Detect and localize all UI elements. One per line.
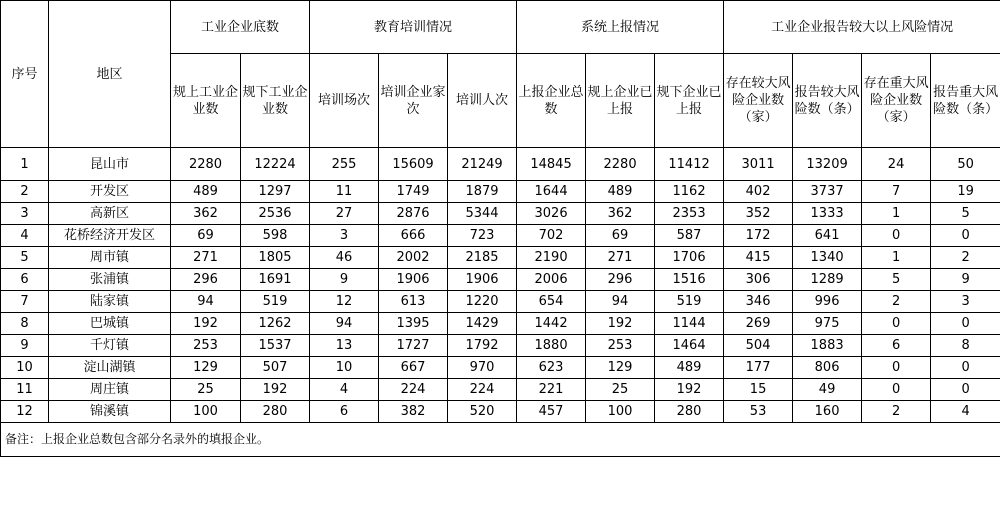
cell-value: 1516 — [655, 269, 724, 291]
cell-value: 3011 — [724, 148, 793, 181]
cell-value: 25 — [586, 379, 655, 401]
cell-value: 613 — [379, 291, 448, 313]
header-sub: 培训企业家次 — [379, 54, 448, 148]
cell-value: 1297 — [241, 181, 310, 203]
cell-value: 1289 — [793, 269, 862, 291]
cell-seq: 10 — [1, 357, 49, 379]
cell-seq: 11 — [1, 379, 49, 401]
cell-value: 13209 — [793, 148, 862, 181]
cell-value: 1395 — [379, 313, 448, 335]
cell-value: 2876 — [379, 203, 448, 225]
cell-value: 362 — [586, 203, 655, 225]
header-group-training: 教育培训情况 — [310, 1, 517, 54]
cell-value: 13 — [310, 335, 379, 357]
cell-value: 2190 — [517, 247, 586, 269]
cell-region: 昆山市 — [49, 148, 171, 181]
cell-value: 129 — [586, 357, 655, 379]
cell-value: 9 — [310, 269, 379, 291]
cell-value: 1 — [862, 203, 931, 225]
cell-value: 5344 — [448, 203, 517, 225]
cell-value: 69 — [586, 225, 655, 247]
cell-value: 1 — [862, 247, 931, 269]
cell-value: 1749 — [379, 181, 448, 203]
cell-value: 0 — [862, 313, 931, 335]
cell-value: 1220 — [448, 291, 517, 313]
cell-value: 253 — [586, 335, 655, 357]
header-sub: 培训场次 — [310, 54, 379, 148]
cell-value: 280 — [655, 401, 724, 423]
cell-value: 0 — [862, 379, 931, 401]
table-note: 备注：上报企业总数包含部分名录外的填报企业。 — [1, 423, 1000, 457]
cell-value: 271 — [586, 247, 655, 269]
cell-value: 19 — [931, 181, 1000, 203]
cell-value: 0 — [931, 225, 1000, 247]
cell-value: 271 — [171, 247, 241, 269]
header-group-enterprise-base: 工业企业底数 — [171, 1, 310, 54]
cell-value: 702 — [517, 225, 586, 247]
cell-value: 623 — [517, 357, 586, 379]
cell-value: 21249 — [448, 148, 517, 181]
cell-seq: 6 — [1, 269, 49, 291]
cell-value: 269 — [724, 313, 793, 335]
cell-value: 489 — [171, 181, 241, 203]
table-row — [1, 313, 1000, 335]
cell-value: 1262 — [241, 313, 310, 335]
cell-seq: 2 — [1, 181, 49, 203]
cell-value: 2 — [931, 247, 1000, 269]
table-row — [1, 181, 1000, 203]
cell-value: 11 — [310, 181, 379, 203]
cell-seq: 8 — [1, 313, 49, 335]
cell-value: 100 — [586, 401, 655, 423]
table-row — [1, 148, 1000, 181]
cell-value: 587 — [655, 225, 724, 247]
cell-region: 张浦镇 — [49, 269, 171, 291]
cell-value: 598 — [241, 225, 310, 247]
cell-value: 177 — [724, 357, 793, 379]
cell-value: 1442 — [517, 313, 586, 335]
cell-region: 千灯镇 — [49, 335, 171, 357]
cell-value: 192 — [241, 379, 310, 401]
cell-value: 519 — [241, 291, 310, 313]
cell-value: 15609 — [379, 148, 448, 181]
cell-value: 489 — [655, 357, 724, 379]
cell-value: 224 — [379, 379, 448, 401]
cell-value: 352 — [724, 203, 793, 225]
cell-value: 2002 — [379, 247, 448, 269]
cell-seq: 3 — [1, 203, 49, 225]
cell-value: 3737 — [793, 181, 862, 203]
cell-value: 0 — [931, 313, 1000, 335]
cell-value: 25 — [171, 379, 241, 401]
table-row — [1, 291, 1000, 313]
table-row — [1, 401, 1000, 423]
cell-value: 160 — [793, 401, 862, 423]
cell-value: 1162 — [655, 181, 724, 203]
cell-value: 1880 — [517, 335, 586, 357]
cell-value: 970 — [448, 357, 517, 379]
cell-region: 巴城镇 — [49, 313, 171, 335]
cell-value: 507 — [241, 357, 310, 379]
cell-value: 1906 — [379, 269, 448, 291]
cell-value: 1879 — [448, 181, 517, 203]
cell-value: 14845 — [517, 148, 586, 181]
header-row-1 — [1, 1, 1000, 54]
cell-value: 12 — [310, 291, 379, 313]
cell-value: 10 — [310, 357, 379, 379]
table-row — [1, 247, 1000, 269]
table-row — [1, 335, 1000, 357]
cell-value: 27 — [310, 203, 379, 225]
table-row — [1, 357, 1000, 379]
cell-value: 2280 — [586, 148, 655, 181]
cell-region: 花桥经济开发区 — [49, 225, 171, 247]
cell-value: 192 — [171, 313, 241, 335]
cell-value: 0 — [931, 379, 1000, 401]
header-seq: 序号 — [1, 1, 49, 148]
cell-value: 296 — [171, 269, 241, 291]
cell-value: 1340 — [793, 247, 862, 269]
cell-value: 1805 — [241, 247, 310, 269]
cell-value: 5 — [931, 203, 1000, 225]
cell-seq: 1 — [1, 148, 49, 181]
cell-value: 1727 — [379, 335, 448, 357]
header-sub: 存在重大风险企业数（家） — [862, 54, 931, 148]
cell-seq: 12 — [1, 401, 49, 423]
cell-value: 2 — [862, 291, 931, 313]
cell-value: 15 — [724, 379, 793, 401]
cell-value: 129 — [171, 357, 241, 379]
cell-value: 723 — [448, 225, 517, 247]
cell-seq: 4 — [1, 225, 49, 247]
table-row — [1, 225, 1000, 247]
header-sub: 存在较大风险企业数（家） — [724, 54, 793, 148]
cell-value: 221 — [517, 379, 586, 401]
header-group-risk: 工业企业报告较大以上风险情况 — [724, 1, 1000, 54]
cell-value: 1691 — [241, 269, 310, 291]
cell-value: 6 — [862, 335, 931, 357]
header-sub: 报告重大风险数（条） — [931, 54, 1000, 148]
cell-value: 3026 — [517, 203, 586, 225]
table-row — [1, 269, 1000, 291]
cell-value: 2185 — [448, 247, 517, 269]
cell-seq: 7 — [1, 291, 49, 313]
cell-value: 504 — [724, 335, 793, 357]
cell-value: 6 — [310, 401, 379, 423]
header-sub: 报告较大风险数（条） — [793, 54, 862, 148]
cell-value: 7 — [862, 181, 931, 203]
note-row — [1, 423, 1000, 457]
cell-region: 周市镇 — [49, 247, 171, 269]
cell-value: 641 — [793, 225, 862, 247]
cell-value: 255 — [310, 148, 379, 181]
cell-value: 8 — [931, 335, 1000, 357]
cell-value: 1537 — [241, 335, 310, 357]
cell-value: 3 — [310, 225, 379, 247]
cell-value: 94 — [171, 291, 241, 313]
cell-value: 69 — [171, 225, 241, 247]
cell-region: 高新区 — [49, 203, 171, 225]
cell-value: 296 — [586, 269, 655, 291]
cell-value: 94 — [586, 291, 655, 313]
cell-value: 457 — [517, 401, 586, 423]
cell-value: 1883 — [793, 335, 862, 357]
cell-value: 9 — [931, 269, 1000, 291]
cell-value: 49 — [793, 379, 862, 401]
cell-value: 4 — [310, 379, 379, 401]
cell-value: 0 — [862, 357, 931, 379]
cell-value: 806 — [793, 357, 862, 379]
cell-region: 开发区 — [49, 181, 171, 203]
cell-value: 362 — [171, 203, 241, 225]
cell-value: 5 — [862, 269, 931, 291]
cell-value: 1792 — [448, 335, 517, 357]
cell-value: 489 — [586, 181, 655, 203]
cell-value: 0 — [862, 225, 931, 247]
header-sub: 培训人次 — [448, 54, 517, 148]
cell-value: 2280 — [171, 148, 241, 181]
cell-value: 1429 — [448, 313, 517, 335]
header-sub: 规上工业企业数 — [171, 54, 241, 148]
cell-value: 224 — [448, 379, 517, 401]
cell-value: 2 — [862, 401, 931, 423]
cell-value: 519 — [655, 291, 724, 313]
cell-value: 192 — [586, 313, 655, 335]
cell-value: 53 — [724, 401, 793, 423]
table-row — [1, 203, 1000, 225]
cell-value: 2006 — [517, 269, 586, 291]
cell-region: 陆家镇 — [49, 291, 171, 313]
header-sub: 规上企业已上报 — [586, 54, 655, 148]
cell-value: 346 — [724, 291, 793, 313]
cell-value: 2536 — [241, 203, 310, 225]
cell-value: 520 — [448, 401, 517, 423]
cell-region: 周庄镇 — [49, 379, 171, 401]
cell-value: 4 — [931, 401, 1000, 423]
cell-seq: 5 — [1, 247, 49, 269]
cell-value: 280 — [241, 401, 310, 423]
cell-value: 382 — [379, 401, 448, 423]
table-row — [1, 379, 1000, 401]
cell-value: 0 — [931, 357, 1000, 379]
header-group-reporting: 系统上报情况 — [517, 1, 724, 54]
cell-value: 1464 — [655, 335, 724, 357]
cell-value: 50 — [931, 148, 1000, 181]
cell-value: 100 — [171, 401, 241, 423]
cell-value: 192 — [655, 379, 724, 401]
cell-value: 1333 — [793, 203, 862, 225]
cell-value: 975 — [793, 313, 862, 335]
cell-region: 锦溪镇 — [49, 401, 171, 423]
cell-value: 996 — [793, 291, 862, 313]
cell-value: 667 — [379, 357, 448, 379]
header-sub: 规下工业企业数 — [241, 54, 310, 148]
header-sub: 规下企业已上报 — [655, 54, 724, 148]
cell-value: 253 — [171, 335, 241, 357]
cell-value: 46 — [310, 247, 379, 269]
cell-value: 1144 — [655, 313, 724, 335]
header-sub: 上报企业总数 — [517, 54, 586, 148]
cell-value: 402 — [724, 181, 793, 203]
cell-value: 3 — [931, 291, 1000, 313]
cell-value: 12224 — [241, 148, 310, 181]
cell-value: 666 — [379, 225, 448, 247]
cell-value: 94 — [310, 313, 379, 335]
header-region: 地区 — [49, 1, 171, 148]
cell-value: 2353 — [655, 203, 724, 225]
cell-seq: 9 — [1, 335, 49, 357]
cell-value: 11412 — [655, 148, 724, 181]
cell-region: 淀山湖镇 — [49, 357, 171, 379]
cell-value: 654 — [517, 291, 586, 313]
cell-value: 1906 — [448, 269, 517, 291]
cell-value: 1706 — [655, 247, 724, 269]
cell-value: 24 — [862, 148, 931, 181]
cell-value: 172 — [724, 225, 793, 247]
cell-value: 1644 — [517, 181, 586, 203]
cell-value: 306 — [724, 269, 793, 291]
cell-value: 415 — [724, 247, 793, 269]
